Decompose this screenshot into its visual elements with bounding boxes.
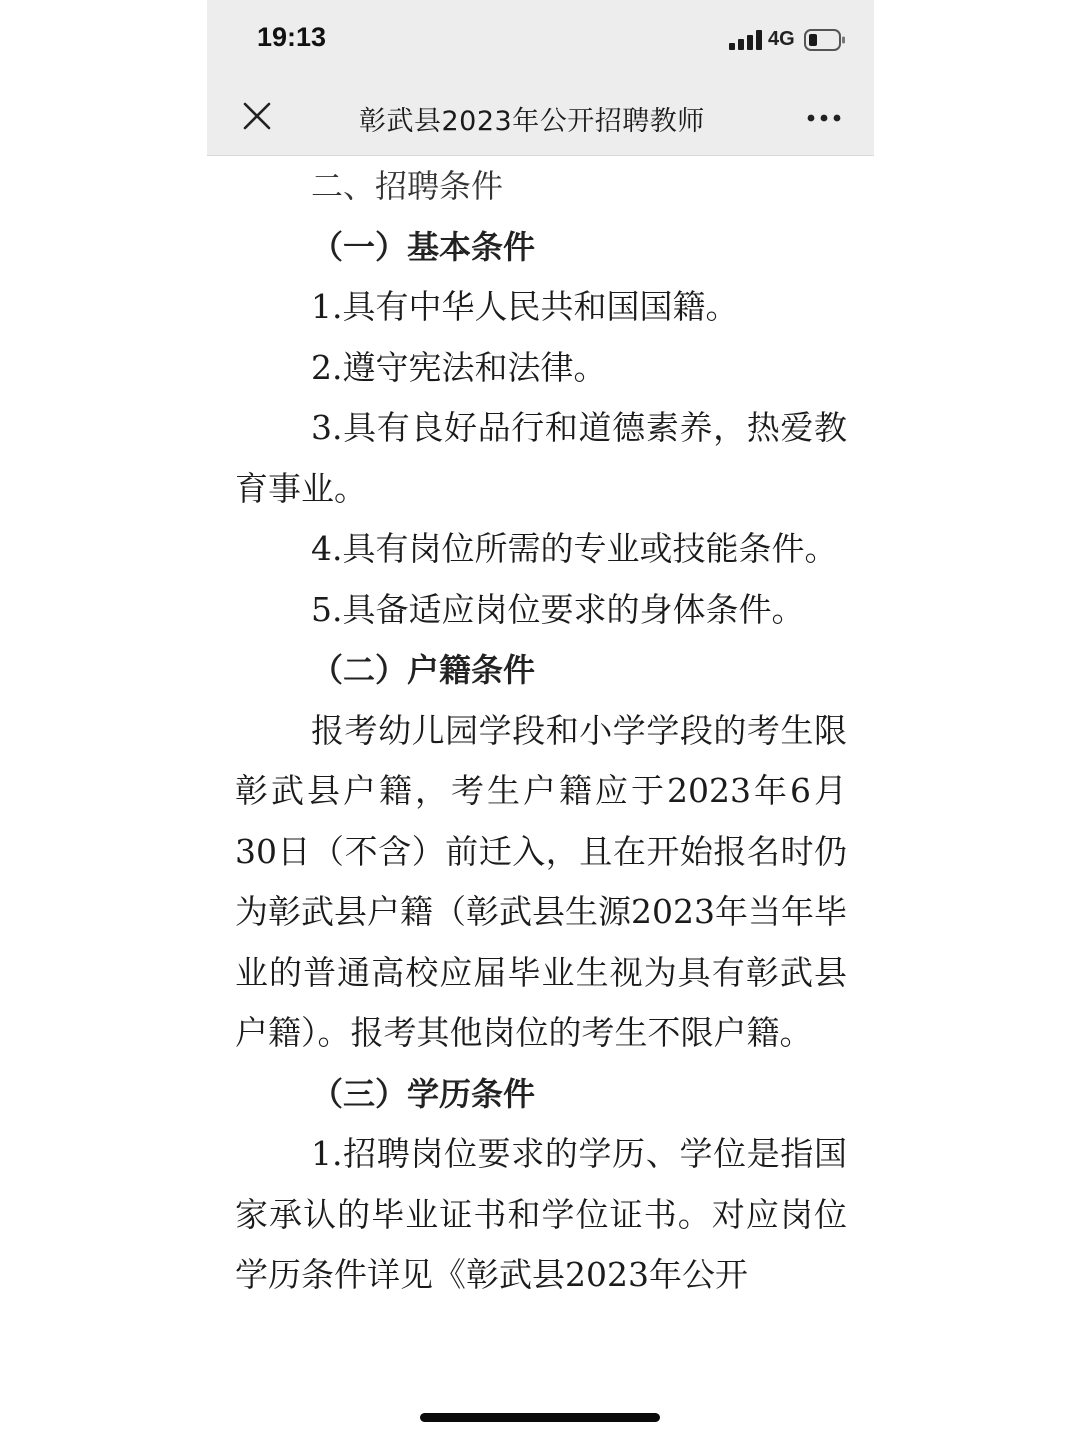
more-button[interactable] — [802, 100, 846, 136]
close-button[interactable] — [237, 96, 277, 136]
paragraph-education: 1.招聘岗位要求的学历、学位是指国家承认的毕业证书和学位证书。对应岗位学历条件详见《彰武县2023年公开 — [235, 1134, 847, 1294]
subheading-education: （三）学历条件 — [311, 1074, 536, 1113]
paragraph-household: 报考幼儿园学段和小学学段的考生限彰武县户籍，考生户籍应于2023年6月 30日（不含）前迁入，且在开始报名时仍为彰武县户籍（彰武县生源2023年当年毕业的普通高校应届毕业生视为具有彰武县户籍）。报考其他岗位的考生不限户籍。 — [235, 710, 847, 1052]
close-icon — [242, 101, 272, 131]
title-fade — [711, 80, 735, 156]
section-title: 二、招聘条件 — [311, 167, 504, 205]
list-item: 2.遵守宪法和法律。 — [311, 347, 607, 387]
page-title: 彰武县2023年公开招聘教师 — [359, 105, 705, 137]
network-type: 4G — [768, 28, 795, 50]
home-indicator[interactable] — [420, 1413, 660, 1422]
list-item: 3.具有良好品行和道德素养，热爱教育事业。 — [235, 408, 847, 508]
list-item: 4.具有岗位所需的专业或技能条件。 — [311, 529, 838, 568]
list-item: 5.具备适应岗位要求的身体条件。 — [311, 589, 805, 629]
cellular-signal-icon — [729, 30, 763, 50]
article-body — [235, 156, 847, 1306]
more-icon — [806, 113, 842, 123]
subheading-household: （二）户籍条件 — [311, 651, 536, 689]
subheading-basic: （一）基本条件 — [311, 227, 536, 266]
page-title-container — [359, 80, 735, 156]
nav-bar — [207, 80, 874, 156]
status-bar — [207, 0, 874, 80]
battery-icon — [804, 28, 846, 52]
list-item: 1.具有中华人民共和国国籍。 — [311, 287, 739, 326]
status-time: 19:13 — [257, 22, 327, 52]
phone-screen — [207, 0, 874, 1440]
